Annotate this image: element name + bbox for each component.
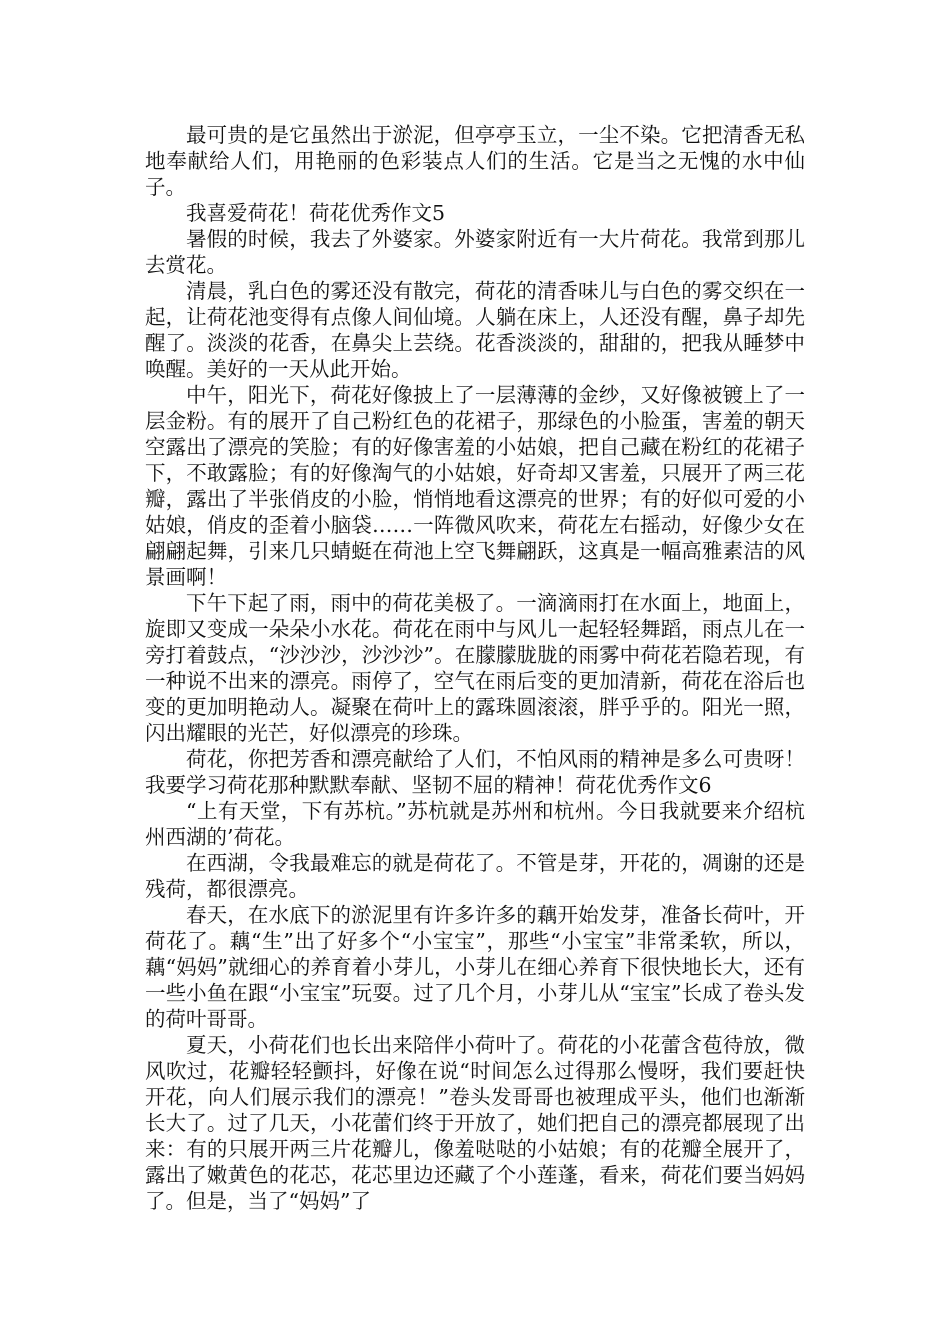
paragraph: “上有天堂，下有苏杭。”苏杭就是苏州和杭州。今日我就要来介绍杭州西湖的’荷花。 — [145, 799, 805, 849]
paragraph: 清晨，乳白色的雾还没有散完，荷花的清香味儿与白色的雾交织在一起，让荷花池变得有点像人间仙境。人躺在床上，人还没有醒，鼻子却先醒了。淡淡的花香，在鼻尖上芸绕。花香淡淡的，甜甜的，把我从睡梦中唤醒。美好的一天从此开始。 — [145, 279, 805, 381]
paragraph: 荷花，你把芳香和漂亮献给了人们，不怕风雨的精神是多么可贵呀！我要学习荷花那种默默奉献、坚韧不屈的精神！荷花优秀作文6 — [145, 747, 805, 797]
paragraph: 夏天，小荷花们也长出来陪伴小荷叶了。荷花的小花蕾含苞待放，微风吹过，花瓣轻轻颤抖，好像在说“时间怎么过得那么慢呀，我们要赶快开花，向人们展示我们的漂亮！”卷头发哥哥也被理成平头，他们也渐渐长大了。过了几天，小花蕾们终于开放了，她们把自己的漂亮都展现了出来：有的只展开两三片花瓣儿，像羞哒哒的小姑娘；有的花瓣全展开了，露出了嫩黄色的花芯，花芯里边还藏了个小莲蓬，看来，荷花们要当妈妈了。但是，当了“妈妈”了 — [145, 1033, 805, 1213]
document-body — [145, 122, 805, 1214]
paragraph: 下午下起了雨，雨中的荷花美极了。一滴滴雨打在水面上，地面上，旋即又变成一朵朵小水花。荷花在雨中与风儿一起轻轻舞蹈，雨点儿在一旁打着鼓点，“沙沙沙，沙沙沙”。在朦朦胧胧的雨雾中荷花若隐若现，有一种说不出来的漂亮。雨停了，空气在雨后变的更加清新，荷花在浴后也变的更加明艳动人。凝聚在荷叶上的露珠圆滚滚，胖乎乎的。阳光一照，闪出耀眼的光芒，好似漂亮的珍珠。 — [145, 591, 805, 745]
paragraph: 中午，阳光下，荷花好像披上了一层薄薄的金纱，又好像被镀上了一层金粉。有的展开了自己粉红色的花裙子，那绿色的小脸蛋，害羞的朝天空露出了漂亮的笑脸；有的好像害羞的小姑娘，把自己藏在粉红的花裙子下，不敢露脸；有的好像淘气的小姑娘，好奇却又害羞，只展开了两三花瓣，露出了半张俏皮的小脸，悄悄地看这漂亮的世界；有的好似可爱的小姑娘，俏皮的歪着小脑袋……一阵微风吹来，荷花左右摇动，好像少女在翩翩起舞，引来几只蜻蜓在荷池上空飞舞翩跃，这真是一幅高雅素洁的风景画啊！ — [145, 383, 805, 589]
paragraph: 暑假的时候，我去了外婆家。外婆家附近有一大片荷花。我常到那儿去赏花。 — [145, 227, 805, 277]
paragraph: 在西湖，令我最难忘的就是荷花了。不管是芽，开花的，凋谢的还是残荷，都很漂亮。 — [145, 851, 805, 901]
essay-heading: 我喜爱荷花！荷花优秀作文5 — [186, 201, 446, 225]
paragraph: 最可贵的是它虽然出于淤泥，但亭亭玉立，一尘不染。它把清香无私地奉献给人们，用艳丽的色彩装点人们的生活。它是当之无愧的水中仙子。 — [145, 123, 805, 199]
paragraph: 春天，在水底下的淤泥里有许多许多的藕开始发芽，准备长荷叶，开荷花了。藕“生”出了好多个“小宝宝”，那些“小宝宝”非常柔软，所以，藕“妈妈”就细心的养育着小芽儿，小芽儿在细心养育下很快地长大，还有一些小鱼在跟“小宝宝”玩耍。过了几个月，小芽儿从“宝宝”长成了卷头发的荷叶哥哥。 — [145, 903, 805, 1031]
